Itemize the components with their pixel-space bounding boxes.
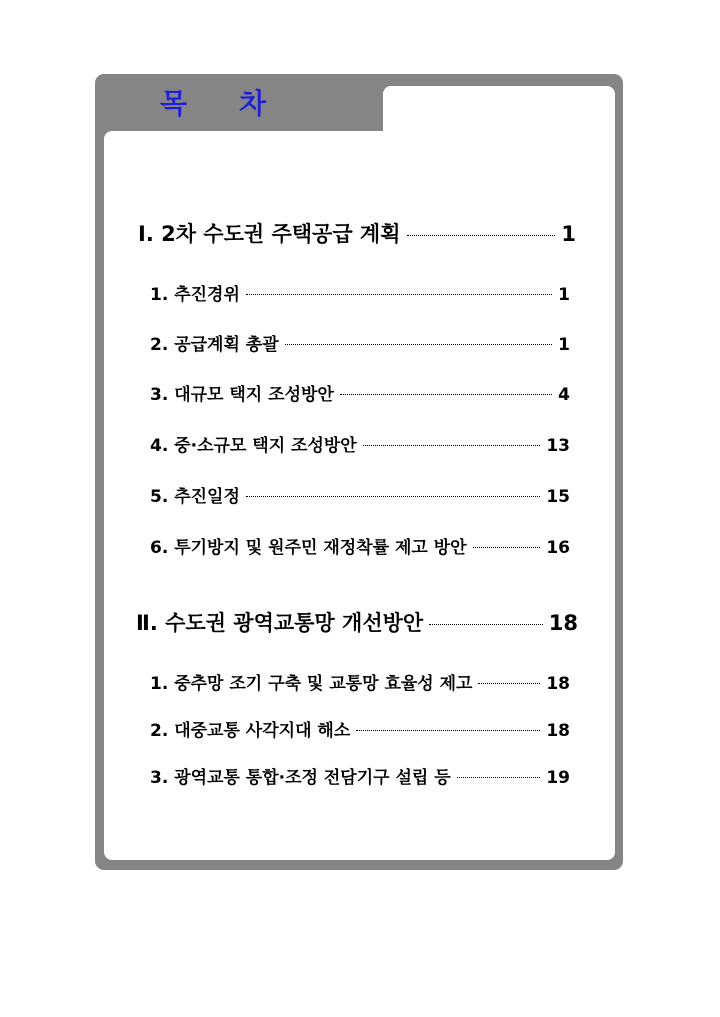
toc-item-label: 5. 추진일정 <box>150 487 240 507</box>
toc-page-number: 1 <box>558 335 570 355</box>
toc-item-label: 1. 중추망 조기 구축 및 교통망 효율성 제고 <box>150 674 473 694</box>
toc-item[interactable] <box>150 763 570 788</box>
toc-item[interactable] <box>150 431 570 456</box>
toc-item-label: 3. 대규모 택지 조성방안 <box>150 385 334 405</box>
leader-dots <box>478 683 540 684</box>
toc-section-label: Ⅱ. 수도권 광역교통망 개선방안 <box>136 611 424 635</box>
leader-dots <box>285 344 553 345</box>
toc-section-label: Ⅰ. 2차 수도권 주택공급 계획 <box>138 222 401 246</box>
toc-item-label: 3. 광역교통 통합·조정 전담기구 설립 등 <box>150 768 451 788</box>
toc-item[interactable] <box>150 380 570 405</box>
toc-item[interactable] <box>150 280 570 305</box>
toc-section-1[interactable] <box>138 218 576 248</box>
leader-dots <box>356 730 540 731</box>
toc-item[interactable] <box>150 482 570 507</box>
toc-page-number: 4 <box>558 385 570 405</box>
toc-page-number: 1 <box>561 222 576 246</box>
toc-page-number: 18 <box>546 721 570 741</box>
leader-dots <box>457 777 541 778</box>
toc-item-label: 2. 대중교통 사각지대 해소 <box>150 721 351 741</box>
leader-dots <box>407 235 556 236</box>
toc-item-label: 4. 중·소규모 택지 조성방안 <box>150 436 357 456</box>
toc-item[interactable] <box>150 669 570 694</box>
leader-dots <box>340 394 552 395</box>
leader-dots <box>246 496 540 497</box>
toc-page-number: 19 <box>546 768 570 788</box>
toc-page-number: 15 <box>546 487 570 507</box>
toc-page-number: 16 <box>546 538 570 558</box>
title-char-1: 목 <box>160 87 188 120</box>
page-title <box>160 82 266 122</box>
toc-page-number: 1 <box>558 285 570 305</box>
toc-item[interactable] <box>150 533 570 558</box>
toc-section-2[interactable] <box>136 607 578 637</box>
toc-item-label: 2. 공급계획 총괄 <box>150 335 279 355</box>
toc-item[interactable] <box>150 330 570 355</box>
toc-page-number: 13 <box>546 436 570 456</box>
title-char-2: 차 <box>239 87 267 120</box>
leader-dots <box>429 624 543 625</box>
toc-page-number: 18 <box>548 611 578 635</box>
toc-item-label: 6. 투기방지 및 원주민 재정착률 제고 방안 <box>150 538 467 558</box>
toc-item[interactable] <box>150 716 570 741</box>
leader-dots <box>246 294 552 295</box>
toc-item-label: 1. 추진경위 <box>150 285 240 305</box>
toc-page-number: 18 <box>546 674 570 694</box>
leader-dots <box>363 445 541 446</box>
leader-dots <box>473 547 541 548</box>
